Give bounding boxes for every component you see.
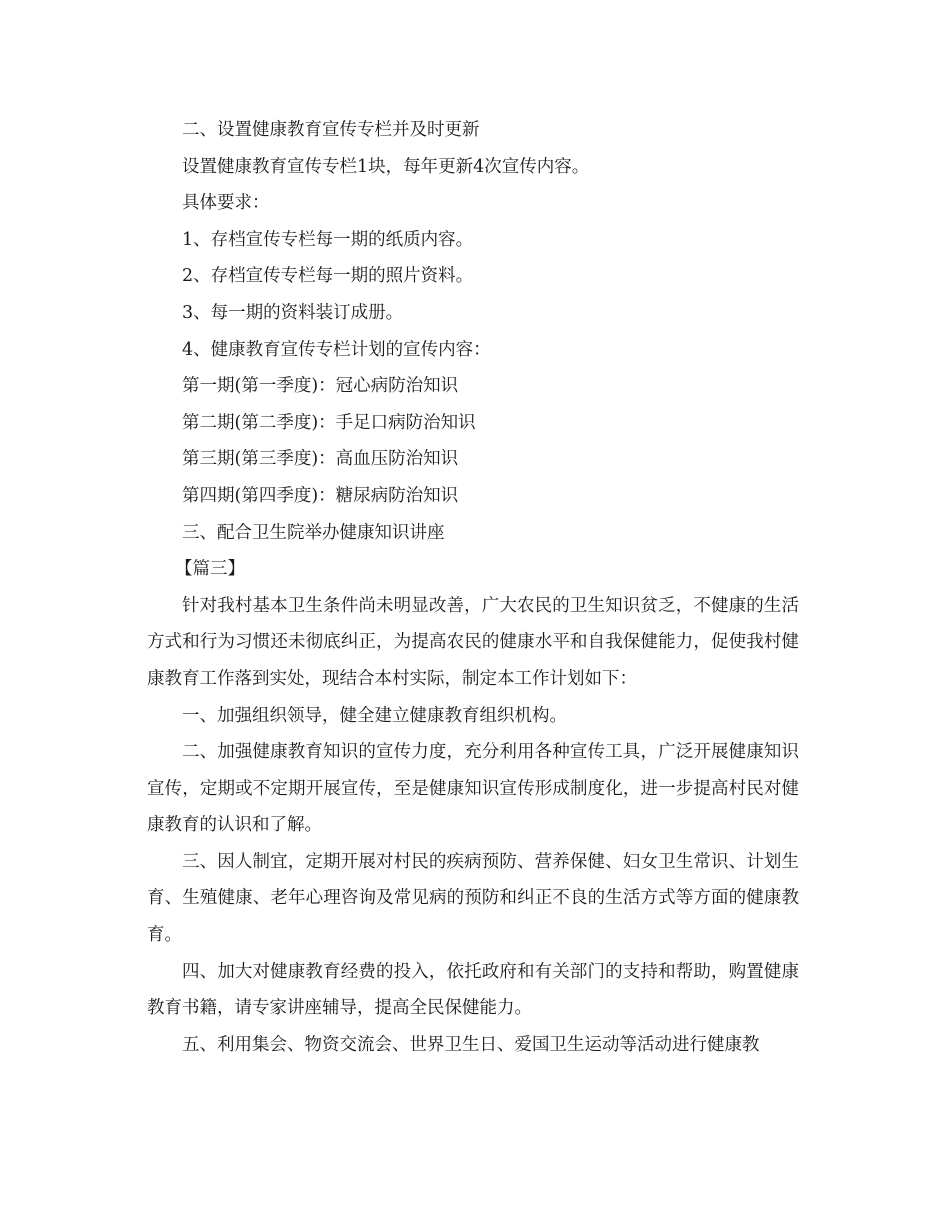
body-paragraph: 二、加强健康教育知识的宣传力度，充分利用各种宣传工具，广泛开展健康知识宣传，定期或不定期开展宣传，至是健康知识宣传形成制度化，进一步提高村民对健康教育的认识和了解。 bbox=[147, 742, 799, 836]
requirement-item: 3、每一期的资料装订成册。 bbox=[182, 302, 404, 323]
section-three-heading: 三、配合卫生院举办健康知识讲座 bbox=[182, 522, 445, 543]
requirement-item: 1、存档宣传专栏每一期的纸质内容。 bbox=[182, 229, 474, 250]
body-paragraph: 三、因人制宜，定期开展对村民的疾病预防、营养保健、妇女卫生常识、计划生育、生殖健康、老年心理咨询及常见病的预防和纠正不良的生活方式等方面的健康教育。 bbox=[147, 851, 799, 946]
requirement-item: 2、存档宣传专栏每一期的照片资料。 bbox=[182, 266, 474, 287]
document-body bbox=[147, 112, 807, 1063]
body-paragraph: 针对我村基本卫生条件尚未明显改善，广大农民的卫生知识贫乏，不健康的生活方式和行为习惯还未彻底纠正，为提高农民的健康水平和自我保健能力，促使我村健康教育工作落到实处，现结合本村实际，制定本工作计划如下： bbox=[147, 595, 799, 689]
body-paragraph: 五、利用集会、物资交流会、世界卫生日、爱国卫生运动等活动进行健康教 bbox=[182, 1034, 760, 1055]
body-paragraph: 一、加强组织领导，健全建立健康教育组织机构。 bbox=[182, 705, 567, 726]
issue-item: 第二期(第二季度)：手足口病防治知识 bbox=[182, 412, 476, 433]
body-paragraph: 四、加大对健康教育经费的投入，依托政府和有关部门的支持和帮助，购置健康教育书籍，请专家讲座辅导，提高全民保健能力。 bbox=[147, 961, 799, 1019]
requirement-item: 4、健康教育宣传专栏计划的宣传内容： bbox=[182, 339, 491, 360]
section-two-heading: 二、设置健康教育宣传专栏并及时更新 bbox=[182, 120, 480, 140]
part-three-title: 【篇三】 bbox=[175, 559, 245, 580]
section-two-intro: 设置健康教育宣传专栏1块，每年更新4次宣传内容。 bbox=[182, 156, 590, 177]
requirements-title: 具体要求： bbox=[182, 193, 270, 214]
issue-item: 第四期(第四季度)：糖尿病防治知识 bbox=[182, 485, 459, 506]
issue-item: 第三期(第三季度)：高血压防治知识 bbox=[182, 449, 459, 470]
issue-item: 第一期(第一季度)：冠心病防治知识 bbox=[182, 376, 459, 397]
